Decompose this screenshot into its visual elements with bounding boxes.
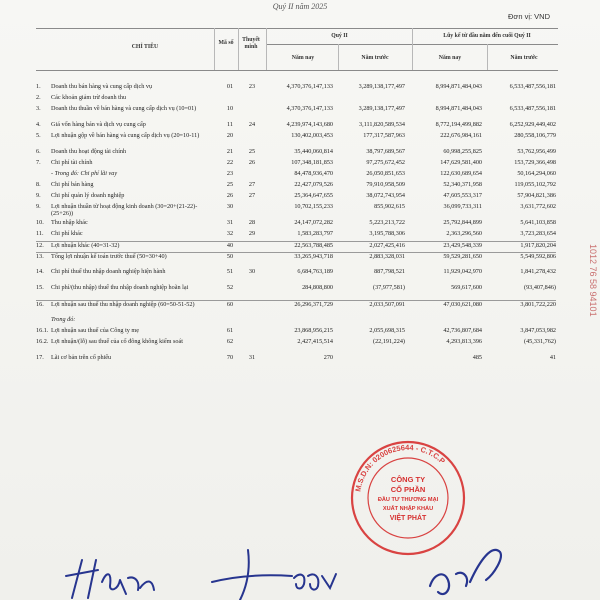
currency-unit: Đơn vị: VND (507, 12, 550, 21)
row-label: Doanh thu hoạt động tài chính (51, 148, 127, 155)
value-quarter-this-year: 1,583,283,797 (297, 230, 333, 237)
value-ytd-last-year (482, 316, 556, 327)
signature-director (430, 550, 501, 594)
row-number: 13. (36, 252, 51, 268)
row-label: Doanh thu thuần về bán hàng và cung cấp dịch vụ (10=01) (51, 105, 197, 112)
value-ytd-last-year: 119,055,102,792 (514, 181, 556, 188)
col-header-q-this-year: Năm nay (291, 55, 315, 61)
svg-text:XUẤT NHẬP KHẨU: XUẤT NHẬP KHẨU (382, 506, 434, 512)
row-number: 8. (36, 181, 41, 188)
value-ytd-this-year: 2,363,296,560 (446, 230, 482, 237)
row-note-ref (241, 105, 263, 121)
value-ytd-this-year: 4,293,813,396 (446, 338, 482, 345)
row-note-ref (241, 132, 263, 148)
value-quarter-this-year: 284,808,800 (302, 284, 333, 291)
value-ytd-last-year: 53,762,956,499 (517, 148, 556, 155)
row-number: 16. (36, 300, 51, 316)
value-quarter-this-year: 130,402,003,453 (291, 132, 333, 139)
svg-text:CỔ PHẦN: CỔ PHẦN (390, 485, 426, 494)
value-quarter-last-year: 2,055,698,315 (369, 327, 405, 334)
value-ytd-last-year: 6,533,487,556,181 (509, 105, 556, 112)
row-number: 4. (36, 121, 41, 128)
row-code: 30 (226, 203, 234, 210)
value-quarter-last-year (333, 354, 405, 365)
value-quarter-this-year: 33,265,943,718 (263, 252, 333, 268)
value-ytd-last-year: 1,841,278,432 (520, 268, 556, 275)
value-ytd-this-year: 25,792,844,899 (443, 219, 482, 226)
value-quarter-this-year: 22,563,788,485 (263, 241, 333, 252)
value-ytd-last-year: 3,801,722,220 (482, 300, 556, 316)
row-note-ref: 29 (248, 230, 256, 237)
row-label: Trong đó: (51, 316, 76, 323)
row-label: Lợi nhuận sau thuế thu nhập doanh nghiệp (60=50-51-52) (51, 300, 219, 316)
value-quarter-last-year: 2,883,328,031 (333, 252, 405, 268)
row-code: 22 (226, 159, 234, 166)
col-header-q-last-year: Năm trước (361, 55, 389, 61)
col-divider (266, 28, 267, 70)
value-ytd-last-year: 3,631,772,602 (520, 203, 556, 210)
row-note-ref (241, 300, 263, 316)
value-quarter-last-year: 177,317,587,963 (363, 132, 405, 139)
period-caption: Quý II năm 2025 (272, 2, 328, 11)
row-note-ref (241, 252, 263, 268)
table-row (36, 241, 556, 252)
row-code: 11 (227, 121, 233, 128)
value-ytd-last-year: 1,917,820,204 (482, 241, 556, 252)
value-ytd-last-year (482, 94, 556, 105)
row-number: 14. (36, 268, 44, 275)
row-label: Doanh thu bán hàng và cung cấp dịch vụ (51, 83, 153, 90)
table-row (36, 132, 556, 148)
value-ytd-this-year: 11,929,042,970 (443, 268, 482, 275)
value-quarter-this-year: 10,702,155,233 (294, 203, 333, 210)
row-label: Thu nhập khác (51, 219, 88, 226)
row-label: Chi phí/(thu nhập) thuế thu nhập doanh nghiệp hoãn lại (51, 284, 189, 291)
value-ytd-last-year: 6,533,487,556,181 (509, 83, 556, 90)
value-quarter-this-year (263, 316, 333, 327)
value-quarter-last-year: 2,027,425,416 (333, 241, 405, 252)
row-note-ref: 24 (248, 121, 256, 128)
value-quarter-this-year: 24,147,072,282 (294, 219, 333, 226)
row-note-ref (241, 338, 263, 354)
row-note-ref (241, 316, 263, 327)
row-code: 26 (226, 192, 234, 199)
value-quarter-this-year: 2,427,415,514 (297, 338, 333, 345)
value-quarter-last-year: 3,111,820,589,534 (359, 121, 405, 128)
table-row (36, 192, 556, 203)
col-group-quarter: Quý II (331, 33, 348, 39)
value-ytd-this-year: 52,340,371,958 (443, 181, 482, 188)
value-ytd-this-year: 47,605,553,317 (443, 192, 482, 199)
table-row (36, 170, 556, 181)
row-label: Lợi nhuận thuần từ hoạt động kinh doanh (30=20+(21-22)-(25+26)) (51, 203, 198, 218)
row-code: 60 (219, 300, 241, 316)
value-quarter-last-year: 79,910,958,509 (366, 181, 405, 188)
handwritten-margin-note (582, 240, 598, 370)
row-number: 12. (36, 241, 51, 252)
table-row (36, 159, 556, 170)
value-ytd-last-year: (45,331,762) (524, 338, 556, 345)
value-quarter-last-year (333, 316, 405, 327)
value-ytd-this-year: 59,529,281,650 (405, 252, 482, 268)
value-ytd-this-year: 8,772,194,499,882 (435, 121, 482, 128)
signature-chief-accountant (212, 550, 336, 600)
row-number: 6. (36, 148, 41, 155)
table-row (36, 327, 556, 338)
row-note-ref: 26 (248, 159, 256, 166)
value-quarter-last-year (333, 94, 405, 105)
col-header-y-this-year: Năm nay (438, 55, 462, 61)
svg-text:1012 76 58 94101: 1012 76 58 94101 (588, 244, 598, 317)
table-row (36, 148, 556, 159)
table-row (36, 338, 556, 354)
value-quarter-last-year: 97,275,672,452 (366, 159, 405, 166)
table-row (36, 252, 556, 268)
row-number: 9. (36, 203, 41, 210)
row-note-ref (241, 284, 263, 300)
row-code: 40 (219, 241, 241, 252)
col-divider (412, 28, 413, 70)
row-label: Lãi cơ bản trên cổ phiếu (51, 354, 112, 361)
value-ytd-this-year: 8,994,871,484,043 (435, 105, 482, 112)
value-ytd-this-year: 569,617,600 (451, 284, 482, 291)
value-quarter-last-year: 38,072,743,954 (366, 192, 405, 199)
row-code: 25 (226, 181, 234, 188)
value-quarter-last-year: 2,033,507,091 (333, 300, 405, 316)
row-note-ref (241, 327, 263, 338)
value-quarter-last-year: 3,289,138,177,497 (358, 83, 405, 90)
row-label: Lợi nhuận/(lỗ) sau thuế của cổ đông không kiểm soát (51, 338, 183, 345)
row-code: 50 (219, 252, 241, 268)
table-row (36, 230, 556, 241)
row-number: 16.2. (36, 338, 49, 345)
value-quarter-this-year (263, 94, 333, 105)
row-note-ref: 30 (248, 268, 256, 275)
table-row (36, 219, 556, 230)
col-header-thuyet-minh: Thuyết minh (242, 37, 260, 50)
row-code: 21 (226, 148, 234, 155)
row-label: Các khoản giảm trừ doanh thu (51, 94, 127, 101)
col-divider (214, 28, 215, 70)
table-row (36, 268, 556, 284)
row-number: 17. (36, 354, 44, 361)
value-ytd-this-year: 147,629,581,400 (440, 159, 482, 166)
table-row (36, 203, 556, 219)
row-code: 01 (226, 83, 234, 90)
row-label: Lợi nhuận sau thuế của Công ty mẹ (51, 327, 139, 334)
row-label: Chi phí thuế thu nhập doanh nghiệp hiện hành (51, 268, 166, 275)
value-ytd-last-year: 3,847,053,982 (520, 327, 556, 334)
value-ytd-last-year: 6,252,929,449,402 (509, 121, 556, 128)
value-quarter-this-year: 6,684,763,189 (297, 268, 333, 275)
value-ytd-this-year: 47,030,621,080 (405, 300, 482, 316)
value-quarter-last-year: 3,289,138,177,497 (358, 105, 405, 112)
row-number: 1. (36, 83, 41, 90)
row-label: Lợi nhuận gộp về bán hàng và cung cấp dịch vụ (20=10-11) (51, 132, 200, 139)
value-ytd-last-year: 41 (549, 354, 556, 361)
row-number (36, 316, 51, 327)
row-label: Chi phí quản lý doanh nghiệp (51, 192, 125, 199)
row-note-ref (241, 203, 263, 219)
value-ytd-this-year: 8,994,871,484,043 (435, 83, 482, 90)
svg-text:VIỆT PHÁT: VIỆT PHÁT (389, 515, 427, 522)
col-header-y-last-year: Năm trước (510, 55, 538, 61)
row-note-ref (241, 170, 263, 181)
col-divider (338, 44, 339, 70)
table-row (36, 300, 556, 316)
value-quarter-last-year: 887,798,521 (374, 268, 405, 275)
value-quarter-last-year: (37,977,581) (373, 284, 405, 291)
row-code (219, 94, 241, 105)
table-row (36, 83, 556, 94)
value-ytd-last-year: 280,558,106,779 (514, 132, 556, 139)
value-ytd-last-year: 50,164,294,060 (517, 170, 556, 177)
value-quarter-last-year: (22,191,224) (373, 338, 405, 345)
value-ytd-last-year: 5,641,103,858 (520, 219, 556, 226)
table-row (36, 181, 556, 192)
row-note-ref: 28 (248, 219, 256, 226)
row-label: Tổng lợi nhuận kế toán trước thuế (50=30+40) (51, 252, 219, 268)
row-note-ref: 27 (248, 192, 256, 199)
row-code: 23 (226, 170, 234, 177)
signature-preparer (66, 560, 154, 598)
table-top-rule (36, 28, 558, 29)
value-quarter-last-year: 3,195,788,306 (369, 230, 405, 237)
row-code (219, 316, 241, 327)
income-statement-table (36, 83, 556, 365)
row-number: 5. (36, 132, 41, 139)
row-number: 11. (36, 230, 44, 237)
col-group-ytd: Lũy kế từ đầu năm đến cuối Quý II (443, 33, 531, 39)
row-note-ref (241, 241, 263, 252)
row-code: 32 (226, 230, 234, 237)
row-label: - Trong đó: Chi phí lãi vay (51, 170, 118, 177)
table-row (36, 284, 556, 300)
value-ytd-this-year (405, 316, 482, 327)
value-ytd-last-year: (93,407,846) (524, 284, 556, 291)
value-quarter-this-year: 25,364,647,655 (294, 192, 333, 199)
header-bottom-rule (36, 70, 558, 71)
value-ytd-this-year: 36,099,733,311 (443, 203, 482, 210)
svg-text:ĐẦU TƯ THƯƠNG MẠI: ĐẦU TƯ THƯƠNG MẠI (377, 497, 439, 503)
table-row (36, 316, 556, 327)
value-ytd-last-year: 57,904,821,386 (517, 192, 556, 199)
value-quarter-this-year: 4,370,376,147,133 (286, 83, 333, 90)
svg-text:M.S.D.N: 0200625644 - C.T.C.P: M.S.D.N: 0200625644 - C.T.C.P (353, 442, 447, 493)
value-quarter-this-year: 4,370,376,147,133 (286, 105, 333, 112)
value-quarter-last-year: 38,797,689,567 (366, 148, 405, 155)
row-code: 70 (226, 354, 234, 361)
row-number: 10. (36, 219, 44, 226)
row-note-ref: 23 (248, 83, 256, 90)
row-number: 9. (36, 192, 41, 199)
value-quarter-this-year: 84,478,936,470 (294, 170, 333, 177)
row-number: 3. (36, 105, 41, 112)
value-quarter-this-year: 26,296,371,729 (263, 300, 333, 316)
table-row (36, 105, 556, 121)
value-quarter-this-year: 22,427,079,526 (294, 181, 333, 188)
value-ytd-this-year (405, 94, 482, 105)
row-code: 51 (226, 268, 234, 275)
table-row (36, 94, 556, 105)
table-row (36, 121, 556, 132)
value-quarter-last-year: 5,223,213,722 (369, 219, 405, 226)
row-label: Chi phí khác (51, 230, 83, 237)
value-ytd-last-year: 153,729,366,498 (514, 159, 556, 166)
table-row (36, 354, 556, 365)
row-note-ref: 31 (248, 354, 256, 361)
value-quarter-this-year: 4,239,974,143,680 (286, 121, 333, 128)
value-ytd-this-year: 122,630,689,654 (440, 170, 482, 177)
col-divider (487, 44, 488, 70)
value-ytd-this-year: 485 (472, 354, 482, 361)
row-code: 62 (226, 338, 234, 345)
row-number: 7. (36, 159, 41, 166)
svg-text:CÔNG TY: CÔNG TY (390, 475, 426, 484)
row-note-ref: 25 (248, 148, 256, 155)
col-header-ma-so: Mã số (218, 40, 234, 46)
value-quarter-this-year: 107,348,181,853 (291, 159, 333, 166)
row-code: 61 (226, 327, 234, 334)
value-ytd-this-year: 23,429,548,339 (405, 241, 482, 252)
row-number (36, 170, 51, 181)
value-ytd-this-year: 60,998,255,825 (443, 148, 482, 155)
col-header-chi-tieu: CHỈ TIÊU (131, 44, 159, 50)
value-ytd-last-year: 3,723,283,654 (520, 230, 556, 237)
value-quarter-this-year: 270 (323, 354, 333, 361)
row-label: Chi phí bán hàng (51, 181, 94, 188)
value-ytd-this-year: 222,676,984,161 (440, 132, 482, 139)
row-number: 2. (36, 94, 41, 101)
row-code: 10 (226, 105, 234, 112)
row-code: 20 (226, 132, 234, 139)
row-label: Chi phí tài chính (51, 159, 93, 166)
value-quarter-last-year: 26,050,851,653 (366, 170, 405, 177)
row-note-ref: 27 (248, 181, 256, 188)
row-number: 15. (36, 284, 44, 291)
row-code: 52 (226, 284, 234, 291)
col-divider (238, 28, 239, 70)
signatures (0, 520, 600, 600)
row-label: Giá vốn hàng bán và dịch vụ cung cấp (51, 121, 146, 128)
value-quarter-last-year: 855,902,615 (374, 203, 405, 210)
row-label: Lợi nhuận khác (40=31-32) (51, 241, 219, 252)
row-note-ref (241, 94, 263, 105)
value-quarter-this-year: 23,868,956,215 (294, 327, 333, 334)
row-number: 16.1. (36, 327, 49, 334)
value-quarter-this-year: 35,440,060,814 (294, 148, 333, 155)
value-ytd-this-year: 42,736,807,684 (443, 327, 482, 334)
row-code: 31 (226, 219, 234, 226)
value-ytd-last-year: 5,549,592,806 (482, 252, 556, 268)
